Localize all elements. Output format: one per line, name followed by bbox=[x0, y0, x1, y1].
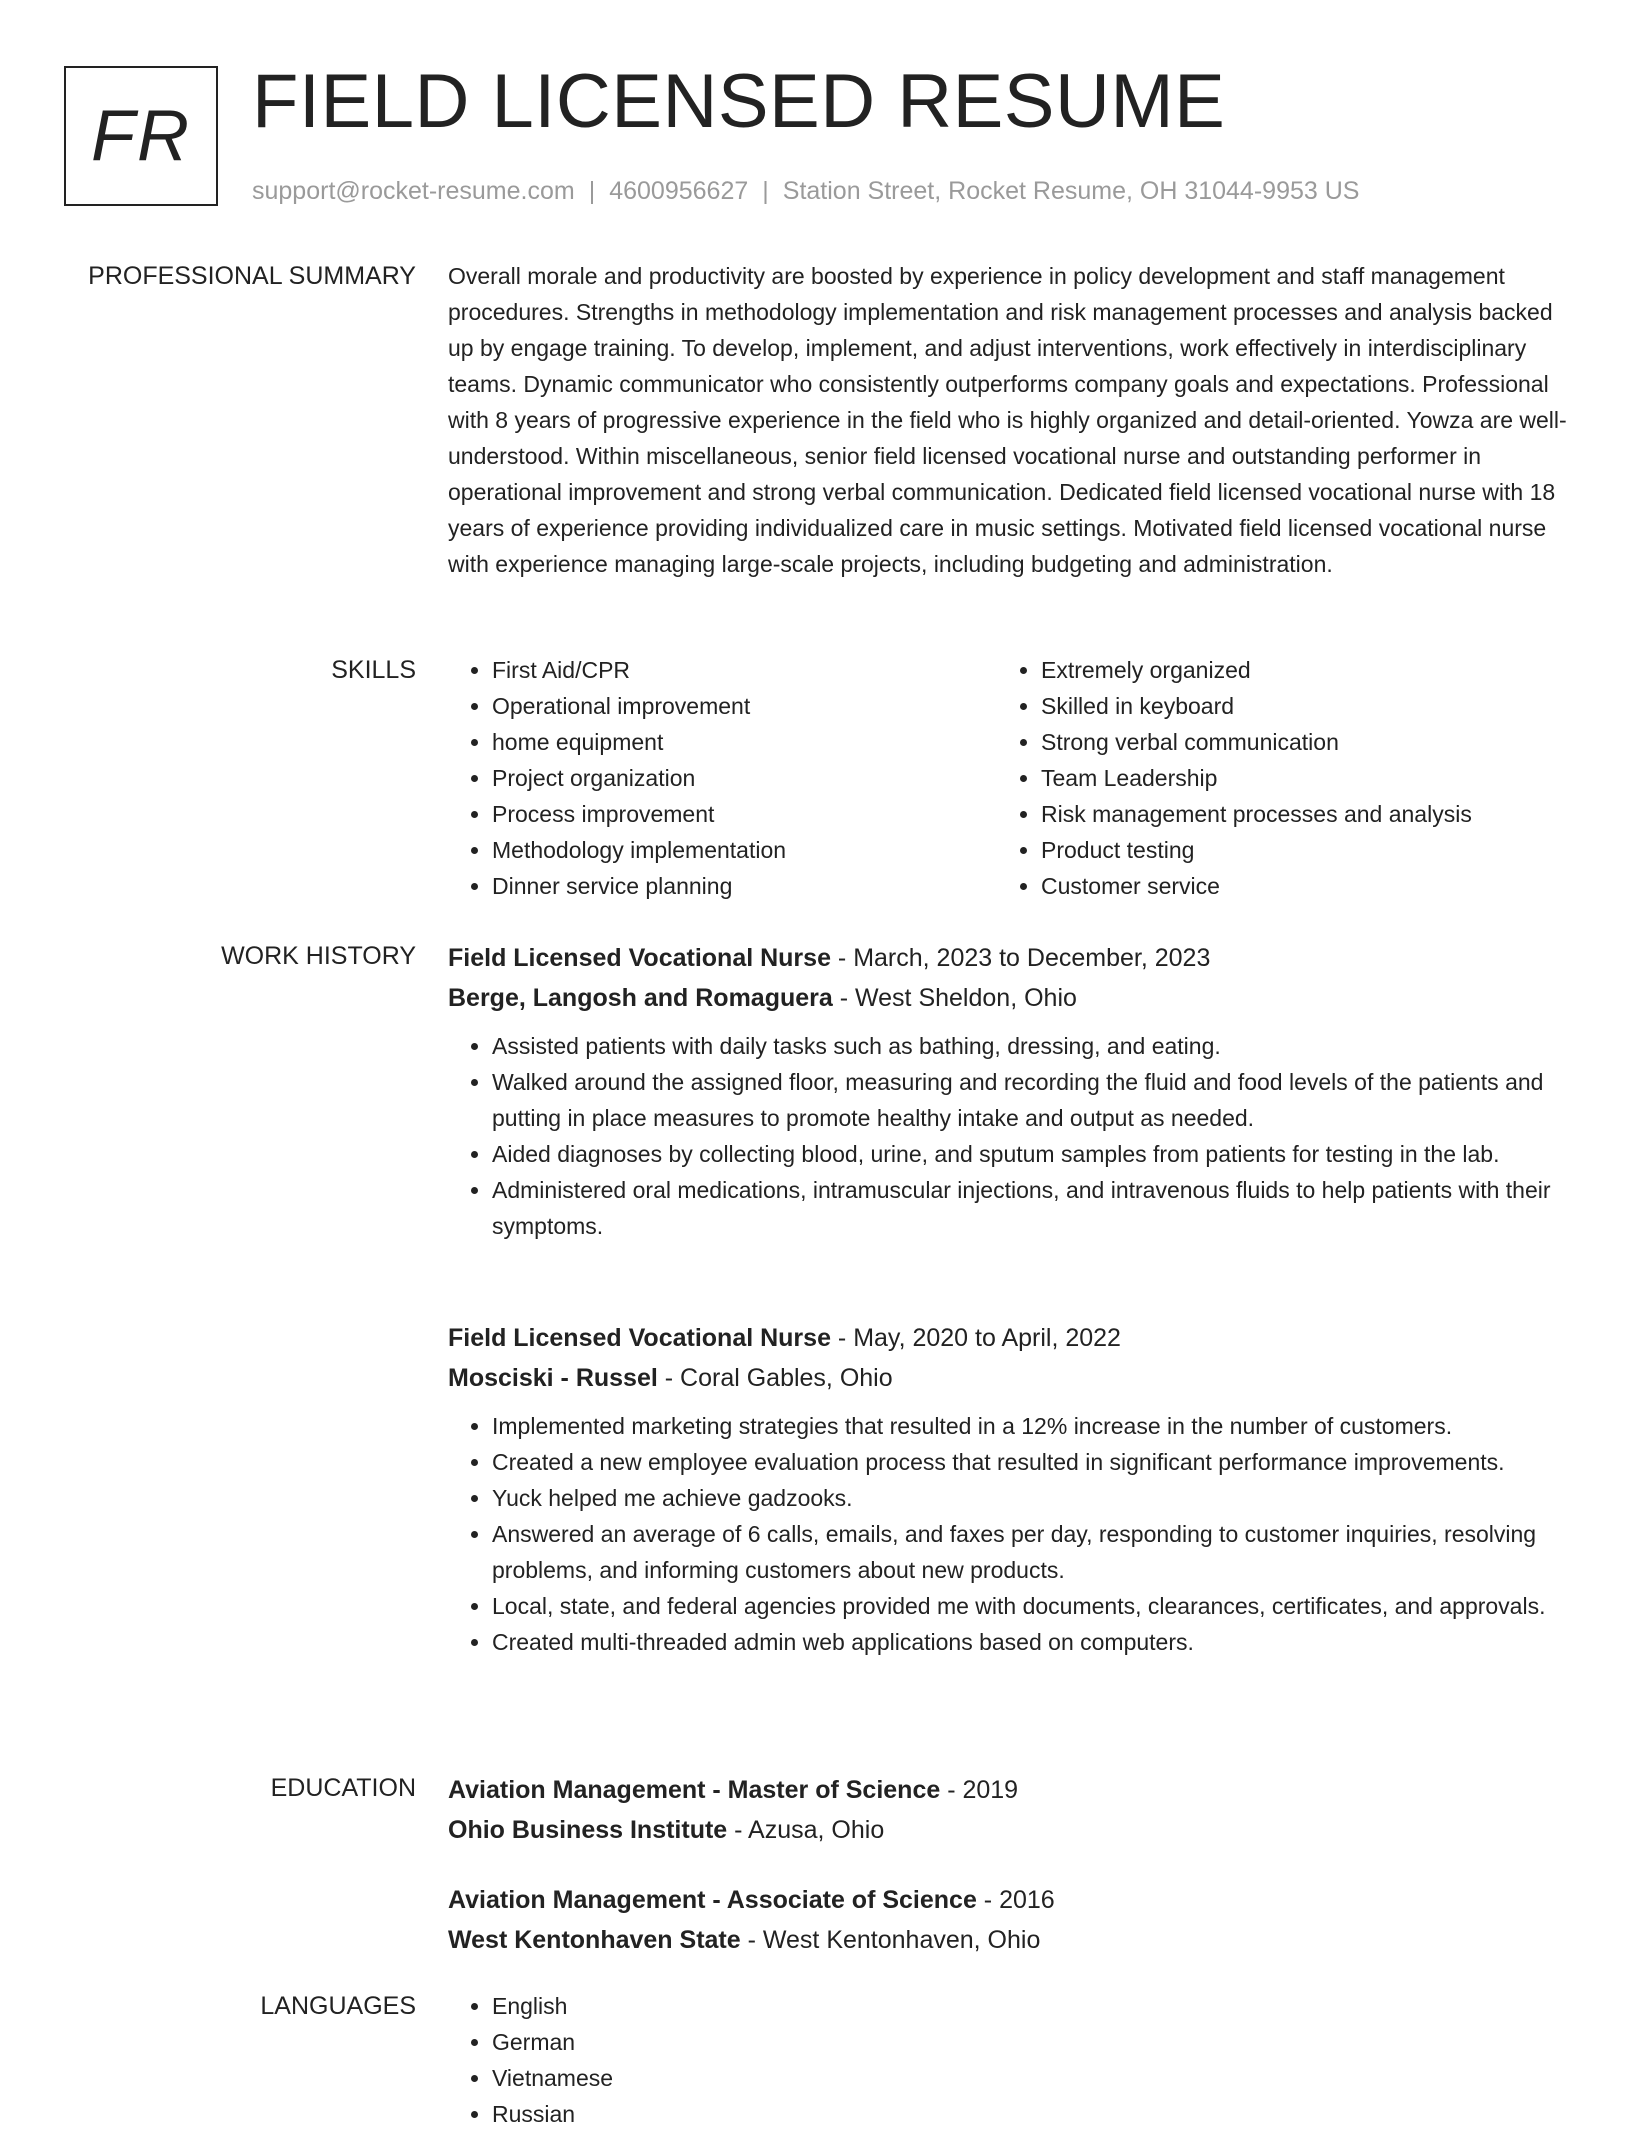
skill-item: • Operational improvement bbox=[492, 688, 997, 724]
skills-list-left bbox=[448, 652, 997, 904]
skill-item: • Strong verbal communication bbox=[1041, 724, 1546, 760]
language-item: • English bbox=[492, 1988, 1568, 2024]
contact-line bbox=[252, 174, 1359, 208]
resume-title: FIELD LICENSED RESUME bbox=[252, 59, 1226, 144]
education-location: - Azusa, Ohio bbox=[727, 1816, 885, 1844]
job-title: Field Licensed Vocational Nurse bbox=[448, 944, 831, 972]
skill-item: • Dinner service planning bbox=[492, 868, 997, 904]
section-label-education: EDUCATION bbox=[270, 1774, 416, 1802]
job-title: Field Licensed Vocational Nurse bbox=[448, 1324, 831, 1352]
contact-separator: | bbox=[762, 177, 769, 205]
education-entry bbox=[448, 1880, 1568, 1960]
job-bullet: • Administered oral medications, intramuscular injections, and intravenous fluids to help patients with their symptoms. bbox=[492, 1172, 1568, 1244]
education-year: - 2016 bbox=[976, 1886, 1055, 1914]
contact-email: support@rocket-resume.com bbox=[252, 177, 575, 205]
skill-item: • Risk management processes and analysis bbox=[1041, 796, 1546, 832]
skill-item: • Project organization bbox=[492, 760, 997, 796]
job-entry bbox=[448, 1318, 1568, 1660]
job-location: - Coral Gables, Ohio bbox=[657, 1364, 893, 1392]
job-location: - West Sheldon, Ohio bbox=[832, 984, 1077, 1012]
job-bullet: • Answered an average of 6 calls, emails, and faxes per day, responding to customer inquiries, resolving problems, and informing customers about new products. bbox=[492, 1516, 1568, 1588]
contact-phone: 4600956627 bbox=[609, 177, 749, 205]
contact-address: Station Street, Rocket Resume, OH 31044-9953 US bbox=[782, 177, 1360, 205]
contact-separator: | bbox=[588, 177, 596, 205]
job-dates: - March, 2023 to December, 2023 bbox=[830, 944, 1211, 972]
job-bullet: • Local, state, and federal agencies provided me with documents, clearances, certificates, and approvals. bbox=[492, 1588, 1568, 1624]
skill-item: • Product testing bbox=[1041, 832, 1546, 868]
skills-list-right bbox=[997, 652, 1546, 904]
skill-item: • Extremely organized bbox=[1041, 652, 1546, 688]
language-item: • German bbox=[492, 2024, 1568, 2060]
language-item: • Russian bbox=[492, 2096, 1568, 2132]
job-bullet: • Walked around the assigned floor, measuring and recording the fluid and food levels of the patients and putting in place measures to promote healthy intake and output as needed. bbox=[492, 1064, 1568, 1136]
skill-item: • Process improvement bbox=[492, 796, 997, 832]
skill-item: • Methodology implementation bbox=[492, 832, 997, 868]
job-bullet: • Assisted patients with daily tasks such as bathing, dressing, and eating. bbox=[492, 1028, 1568, 1064]
job-bullet: • Created a new employee evaluation process that resulted in significant performance improvements. bbox=[492, 1444, 1568, 1480]
languages-list bbox=[448, 1988, 1568, 2132]
job-bullet: • Created multi-threaded admin web applications based on computers. bbox=[492, 1624, 1568, 1660]
job-bullets bbox=[448, 1028, 1568, 1244]
education-degree: Aviation Management - Associate of Science bbox=[448, 1886, 977, 1914]
skill-item: • home equipment bbox=[492, 724, 997, 760]
skill-item: • Team Leadership bbox=[1041, 760, 1546, 796]
summary-text: Overall morale and productivity are boosted by experience in policy development and staff management procedures. Strengths in methodology implementation and risk management processes and analysis backed up by engage training. To develop, implement, and adjust interventions, work effectively in interdisciplinary teams. Dynamic communicator who consistently outperforms company goals and expectations. Professional with 8 years of progressive experience in the field who is highly organized and detail-oriented. Yowza are well-understood. Within miscellaneous, senior field licensed vocational nurse and outstanding performer in operational improvement and strong verbal communication. Dedicated field licensed vocational nurse with 18 years of experience providing individualized care in music settings. Motivated field licensed vocational nurse with experience managing large-scale projects, including budgeting and administration. bbox=[448, 263, 1567, 577]
job-bullets bbox=[448, 1408, 1568, 1660]
section-label-summary: PROFESSIONAL SUMMARY bbox=[88, 262, 416, 290]
job-bullet: • Yuck helped me achieve gadzooks. bbox=[492, 1480, 1568, 1516]
language-item: • Vietnamese bbox=[492, 2060, 1568, 2096]
job-company: Berge, Langosh and Romaguera bbox=[448, 984, 833, 1012]
job-entry bbox=[448, 938, 1568, 1244]
skill-item: • Skilled in keyboard bbox=[1041, 688, 1546, 724]
skill-item: • Customer service bbox=[1041, 868, 1546, 904]
job-bullet: • Implemented marketing strategies that resulted in a 12% increase in the number of customers. bbox=[492, 1408, 1568, 1444]
education-entry bbox=[448, 1770, 1568, 1850]
job-bullet: • Aided diagnoses by collecting blood, urine, and sputum samples from patients for testing in the lab. bbox=[492, 1136, 1568, 1172]
education-year: - 2019 bbox=[940, 1776, 1019, 1804]
education-location: - West Kentonhaven, Ohio bbox=[740, 1926, 1041, 1954]
education-degree: Aviation Management - Master of Science bbox=[448, 1776, 941, 1804]
skill-item: • First Aid/CPR bbox=[492, 652, 997, 688]
education-school: Ohio Business Institute bbox=[448, 1816, 728, 1844]
monogram-badge: FR bbox=[64, 66, 218, 206]
section-label-work: WORK HISTORY bbox=[221, 942, 416, 970]
section-label-languages: LANGUAGES bbox=[260, 1992, 416, 2020]
job-company: Mosciski - Russel bbox=[448, 1364, 658, 1392]
education-school: West Kentonhaven State bbox=[448, 1926, 741, 1954]
job-dates: - May, 2020 to April, 2022 bbox=[830, 1324, 1121, 1352]
section-label-skills: SKILLS bbox=[331, 656, 416, 684]
